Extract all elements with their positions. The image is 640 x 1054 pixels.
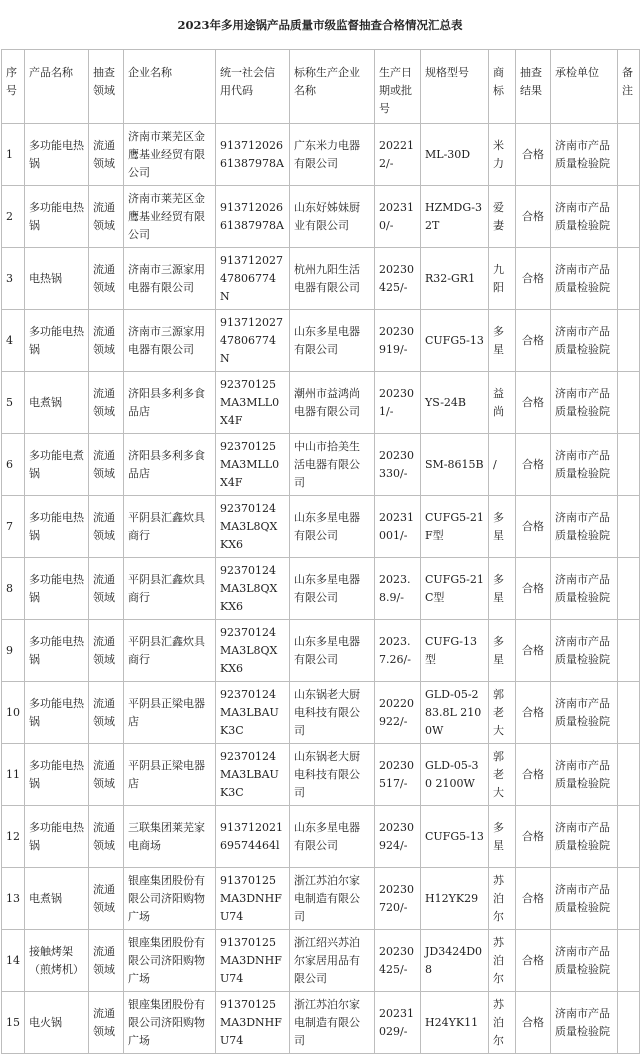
cell-company-name: 济阳县多利多食品店: [124, 372, 216, 434]
cell-production-date: 202301/-: [375, 372, 421, 434]
cell-sampling-field: 流通领域: [89, 496, 124, 558]
cell-company-name: 济南市莱芜区金鹰基业经贸有限公司: [124, 124, 216, 186]
table-row: [2, 496, 640, 558]
cell-company-name: 三联集团莱芜家电商场: [124, 806, 216, 868]
cell-brand: 多星: [489, 496, 516, 558]
cell-inspection-unit: 济南市产品质量检验院: [551, 496, 618, 558]
cell-inspection-unit: 济南市产品质量检验院: [551, 124, 618, 186]
cell-product-name: 多功能电热锅: [25, 806, 89, 868]
cell-sampling-field: 流通领域: [89, 186, 124, 248]
cell-credit-code: 91370125MA3DNHFU74: [216, 992, 290, 1054]
cell-inspection-unit: 济南市产品质量检验院: [551, 310, 618, 372]
cell-seq: 13: [2, 868, 25, 930]
cell-sampling-field: 流通领域: [89, 992, 124, 1054]
cell-production-date: 20231001/-: [375, 496, 421, 558]
cell-credit-code: 91370125MA3DNHFU74: [216, 930, 290, 992]
cell-sampling-field: 流通领域: [89, 930, 124, 992]
cell-remarks: [618, 124, 640, 186]
cell-brand: 多星: [489, 558, 516, 620]
cell-result: 合格: [516, 930, 551, 992]
cell-result: 合格: [516, 186, 551, 248]
cell-manufacturer: 山东好姊妹厨业有限公司: [290, 186, 375, 248]
cell-remarks: [618, 992, 640, 1054]
cell-result: 合格: [516, 372, 551, 434]
cell-company-name: 济南市莱芜区金鹰基业经贸有限公司: [124, 186, 216, 248]
cell-manufacturer: 杭州九阳生活电器有限公司: [290, 248, 375, 310]
table-row: [2, 558, 640, 620]
cell-credit-code: 91371202747806774N: [216, 310, 290, 372]
inspection-table: [1, 49, 640, 1054]
cell-product-name: 多功能电热锅: [25, 744, 89, 806]
table-row: [2, 186, 640, 248]
header-model: 规格型号: [421, 50, 489, 124]
table-row: [2, 682, 640, 744]
cell-product-name: 多功能电热锅: [25, 186, 89, 248]
cell-company-name: 平阴县汇鑫炊具商行: [124, 558, 216, 620]
cell-product-name: 电火锅: [25, 992, 89, 1054]
cell-result: 合格: [516, 620, 551, 682]
cell-credit-code: 92370124MA3LBAUK3C: [216, 744, 290, 806]
cell-manufacturer: 山东锅老大厨电科技有限公司: [290, 744, 375, 806]
cell-company-name: 平阴县正梁电器店: [124, 682, 216, 744]
cell-result: 合格: [516, 682, 551, 744]
cell-brand: 多星: [489, 806, 516, 868]
table-row: [2, 372, 640, 434]
cell-result: 合格: [516, 806, 551, 868]
cell-company-name: 平阴县正梁电器店: [124, 744, 216, 806]
cell-remarks: [618, 434, 640, 496]
cell-seq: 15: [2, 992, 25, 1054]
cell-sampling-field: 流通领域: [89, 744, 124, 806]
cell-seq: 10: [2, 682, 25, 744]
cell-sampling-field: 流通领域: [89, 372, 124, 434]
cell-manufacturer: 山东多星电器有限公司: [290, 806, 375, 868]
header-product-name: 产品名称: [25, 50, 89, 124]
cell-inspection-unit: 济南市产品质量检验院: [551, 930, 618, 992]
table-row: [2, 992, 640, 1054]
table-row: [2, 744, 640, 806]
cell-sampling-field: 流通领域: [89, 558, 124, 620]
cell-remarks: [618, 496, 640, 558]
cell-product-name: 多功能电热锅: [25, 124, 89, 186]
cell-manufacturer: 广东米力电器有限公司: [290, 124, 375, 186]
cell-model: GLD-05-283.8L 2100W: [421, 682, 489, 744]
cell-company-name: 平阴县汇鑫炊具商行: [124, 496, 216, 558]
table-row: [2, 248, 640, 310]
cell-model: CUFG5-21C型: [421, 558, 489, 620]
cell-product-name: 电热锅: [25, 248, 89, 310]
cell-result: 合格: [516, 310, 551, 372]
cell-brand: 九阳: [489, 248, 516, 310]
cell-sampling-field: 流通领域: [89, 806, 124, 868]
cell-seq: 1: [2, 124, 25, 186]
table-row: [2, 124, 640, 186]
header-remarks: 备注: [618, 50, 640, 124]
cell-seq: 2: [2, 186, 25, 248]
header-seq: 序号: [2, 50, 25, 124]
cell-manufacturer: 浙江苏泊尔家电制造有限公司: [290, 992, 375, 1054]
header-credit-code: 统一社会信用代码: [216, 50, 290, 124]
cell-company-name: 济阳县多利多食品店: [124, 434, 216, 496]
cell-production-date: 2023.8.9/-: [375, 558, 421, 620]
cell-model: ML-30D: [421, 124, 489, 186]
cell-remarks: [618, 372, 640, 434]
cell-inspection-unit: 济南市产品质量检验院: [551, 992, 618, 1054]
cell-manufacturer: 山东多星电器有限公司: [290, 496, 375, 558]
cell-remarks: [618, 186, 640, 248]
cell-product-name: 多功能电热锅: [25, 682, 89, 744]
cell-brand: 郭老大: [489, 744, 516, 806]
cell-manufacturer: 山东锅老大厨电科技有限公司: [290, 682, 375, 744]
cell-credit-code: 91371202747806774N: [216, 248, 290, 310]
cell-brand: 爱妻: [489, 186, 516, 248]
cell-inspection-unit: 济南市产品质量检验院: [551, 682, 618, 744]
cell-model: H12YK29: [421, 868, 489, 930]
cell-result: 合格: [516, 124, 551, 186]
cell-credit-code: 91371202169574464l: [216, 806, 290, 868]
cell-model: H24YK11: [421, 992, 489, 1054]
cell-model: CUFG5-13: [421, 806, 489, 868]
cell-credit-code: 92370125MA3MLL0X4F: [216, 434, 290, 496]
cell-seq: 6: [2, 434, 25, 496]
cell-brand: 米力: [489, 124, 516, 186]
cell-inspection-unit: 济南市产品质量检验院: [551, 558, 618, 620]
cell-sampling-field: 流通领域: [89, 248, 124, 310]
cell-credit-code: 92370124MA3L8QXKX6: [216, 620, 290, 682]
document-title: 2023年多用途锅产品质量市级监督抽查合格情况汇总表: [177, 17, 463, 32]
cell-remarks: [618, 682, 640, 744]
cell-credit-code: 92370124MA3LBAUK3C: [216, 682, 290, 744]
cell-manufacturer: 山东多星电器有限公司: [290, 558, 375, 620]
cell-production-date: 202212/-: [375, 124, 421, 186]
cell-inspection-unit: 济南市产品质量检验院: [551, 372, 618, 434]
cell-production-date: 20220922/-: [375, 682, 421, 744]
cell-remarks: [618, 868, 640, 930]
cell-sampling-field: 流通领域: [89, 620, 124, 682]
cell-company-name: 平阴县汇鑫炊具商行: [124, 620, 216, 682]
table-row: [2, 620, 640, 682]
cell-manufacturer: 浙江绍兴苏泊尔家居用品有限公司: [290, 930, 375, 992]
cell-seq: 3: [2, 248, 25, 310]
cell-sampling-field: 流通领域: [89, 310, 124, 372]
cell-company-name: 银座集团股份有限公司济阳购物广场: [124, 868, 216, 930]
header-brand: 商标: [489, 50, 516, 124]
cell-credit-code: 91370125MA3DNHFU74: [216, 868, 290, 930]
cell-result: 合格: [516, 558, 551, 620]
cell-result: 合格: [516, 992, 551, 1054]
cell-seq: 12: [2, 806, 25, 868]
header-company-name: 企业名称: [124, 50, 216, 124]
cell-seq: 8: [2, 558, 25, 620]
cell-remarks: [618, 248, 640, 310]
cell-product-name: 多功能电热锅: [25, 310, 89, 372]
cell-manufacturer: 中山市拾美生活电器有限公司: [290, 434, 375, 496]
cell-remarks: [618, 558, 640, 620]
cell-remarks: [618, 806, 640, 868]
cell-brand: 郭老大: [489, 682, 516, 744]
cell-sampling-field: 流通领域: [89, 682, 124, 744]
cell-production-date: 20230425/-: [375, 930, 421, 992]
cell-seq: 11: [2, 744, 25, 806]
header-production-date: 生产日期或批号: [375, 50, 421, 124]
cell-model: CUFG5-21F型: [421, 496, 489, 558]
table-header-row: [2, 50, 640, 124]
cell-product-name: 电煮锅: [25, 372, 89, 434]
cell-brand: 苏泊尔: [489, 992, 516, 1054]
cell-manufacturer: 山东多星电器有限公司: [290, 620, 375, 682]
cell-inspection-unit: 济南市产品质量检验院: [551, 248, 618, 310]
cell-remarks: [618, 620, 640, 682]
cell-manufacturer: 潮州市益鸿尚电器有限公司: [290, 372, 375, 434]
cell-seq: 9: [2, 620, 25, 682]
cell-sampling-field: 流通领域: [89, 124, 124, 186]
cell-production-date: 2023.7.26/-: [375, 620, 421, 682]
cell-inspection-unit: 济南市产品质量检验院: [551, 744, 618, 806]
cell-product-name: 多功能电热锅: [25, 496, 89, 558]
cell-inspection-unit: 济南市产品质量检验院: [551, 868, 618, 930]
cell-result: 合格: [516, 744, 551, 806]
cell-brand: 多星: [489, 310, 516, 372]
cell-brand: 多星: [489, 620, 516, 682]
cell-model: R32-GR1: [421, 248, 489, 310]
cell-production-date: 20230720/-: [375, 868, 421, 930]
cell-product-name: 多功能电热锅: [25, 558, 89, 620]
cell-production-date: 202310/-: [375, 186, 421, 248]
cell-brand: 益尚: [489, 372, 516, 434]
cell-remarks: [618, 310, 640, 372]
cell-inspection-unit: 济南市产品质量检验院: [551, 434, 618, 496]
table-row: [2, 868, 640, 930]
cell-credit-code: 92370125MA3MLL0X4F: [216, 372, 290, 434]
cell-product-name: 多功能电煮锅: [25, 434, 89, 496]
cell-product-name: 接触烤架（煎烤机）: [25, 930, 89, 992]
cell-production-date: 20230924/-: [375, 806, 421, 868]
cell-result: 合格: [516, 496, 551, 558]
cell-model: YS-24B: [421, 372, 489, 434]
cell-sampling-field: 流通领域: [89, 434, 124, 496]
cell-company-name: 济南市三源家用电器有限公司: [124, 310, 216, 372]
cell-manufacturer: 浙江苏泊尔家电制造有限公司: [290, 868, 375, 930]
cell-production-date: 20231029/-: [375, 992, 421, 1054]
cell-company-name: 银座集团股份有限公司济阳购物广场: [124, 930, 216, 992]
cell-seq: 7: [2, 496, 25, 558]
cell-production-date: 20230919/-: [375, 310, 421, 372]
cell-production-date: 20230517/-: [375, 744, 421, 806]
cell-seq: 4: [2, 310, 25, 372]
cell-product-name: 多功能电热锅: [25, 620, 89, 682]
table-row: [2, 806, 640, 868]
cell-company-name: 银座集团股份有限公司济阳购物广场: [124, 992, 216, 1054]
header-inspection-unit: 承检单位: [551, 50, 618, 124]
cell-credit-code: 92370124MA3L8QXKX6: [216, 558, 290, 620]
cell-sampling-field: 流通领域: [89, 868, 124, 930]
cell-production-date: 20230330/-: [375, 434, 421, 496]
cell-seq: 14: [2, 930, 25, 992]
cell-model: CUFG5-13: [421, 310, 489, 372]
cell-remarks: [618, 930, 640, 992]
cell-model: HZMDG-32T: [421, 186, 489, 248]
header-sampling-field: 抽查领域: [89, 50, 124, 124]
cell-manufacturer: 山东多星电器有限公司: [290, 310, 375, 372]
cell-production-date: 20230425/-: [375, 248, 421, 310]
cell-inspection-unit: 济南市产品质量检验院: [551, 806, 618, 868]
cell-remarks: [618, 744, 640, 806]
cell-result: 合格: [516, 868, 551, 930]
cell-result: 合格: [516, 434, 551, 496]
cell-brand: /: [489, 434, 516, 496]
table-body: [2, 124, 640, 1054]
cell-brand: 苏泊尔: [489, 868, 516, 930]
cell-brand: 苏泊尔: [489, 930, 516, 992]
cell-inspection-unit: 济南市产品质量检验院: [551, 620, 618, 682]
cell-model: SM-8615B: [421, 434, 489, 496]
cell-credit-code: 92370124MA3L8QXKX6: [216, 496, 290, 558]
header-result: 抽查结果: [516, 50, 551, 124]
table-row: [2, 930, 640, 992]
cell-seq: 5: [2, 372, 25, 434]
cell-company-name: 济南市三源家用电器有限公司: [124, 248, 216, 310]
cell-result: 合格: [516, 248, 551, 310]
table-row: [2, 434, 640, 496]
cell-credit-code: 91371202661387978A: [216, 124, 290, 186]
cell-inspection-unit: 济南市产品质量检验院: [551, 186, 618, 248]
cell-model: GLD-05-30 2100W: [421, 744, 489, 806]
cell-credit-code: 91371202661387978A: [216, 186, 290, 248]
cell-model: CUFG-13型: [421, 620, 489, 682]
cell-model: JD3424D08: [421, 930, 489, 992]
table-row: [2, 310, 640, 372]
cell-product-name: 电煮锅: [25, 868, 89, 930]
header-manufacturer: 标称生产企业名称: [290, 50, 375, 124]
